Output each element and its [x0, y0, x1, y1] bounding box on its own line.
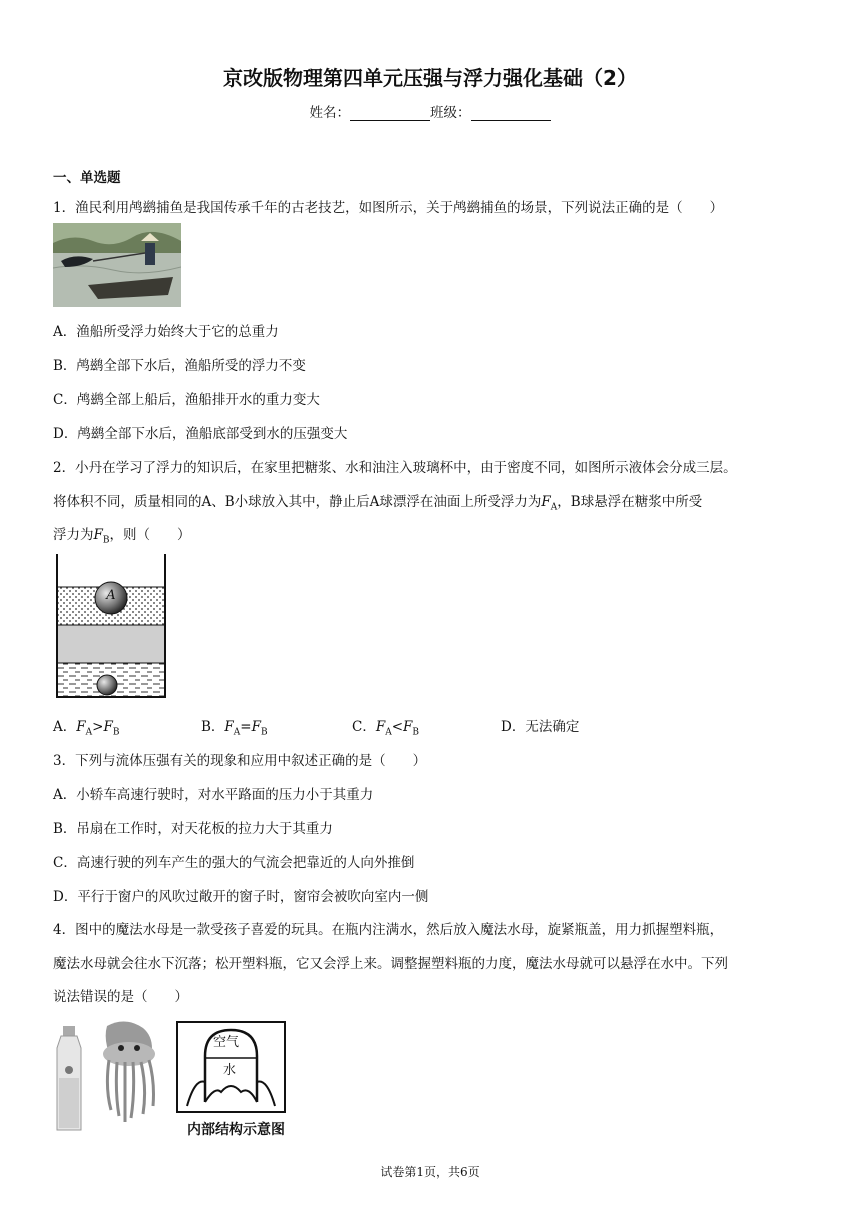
fig-caption: 内部结构示意图: [187, 1122, 285, 1138]
name-blank: [350, 106, 430, 121]
class-blank: [471, 106, 551, 121]
q4-line1: 4．图中的魔法水母是一款受孩子喜爱的玩具。在瓶内注满水，然后放入魔法水母，旋紧瓶盖，用力抓握塑料瓶，: [53, 922, 724, 938]
q2-line3: 浮力为$F_B$，则（ ）: [53, 527, 191, 546]
q1-option-c: C．鸬鹚全部上船后，渔船排开水的重力变大: [53, 392, 320, 408]
fig-air-label: 空气: [213, 1035, 240, 1050]
page-footer: 试卷第1页，共6页: [380, 1165, 480, 1179]
q3-stem: 3．下列与流体压强有关的现象和应用中叙述正确的是（ ）: [53, 753, 427, 769]
q3-option-b: B．吊扇在工作时，对天花板的拉力大于其重力: [53, 821, 333, 837]
name-label: 姓名：: [309, 105, 350, 121]
q2-option-d: D．无法确定: [501, 719, 580, 735]
cormorant-fishing-photo: [53, 223, 181, 307]
ball-a-label: A: [106, 588, 116, 603]
q2-option-b: B．$F_A=F_B$: [201, 719, 268, 738]
q2-line2: 将体积不同，质量相同的A、B小球放入其中，静止后A球漂浮在油面上所受浮力为$F_A$，B球悬浮在糖浆中所受: [53, 494, 703, 513]
name-class-row: [0, 101, 860, 121]
q1-stem: 1．渔民利用鸬鹚捕鱼是我国传承千年的古老技艺，如图所示，关于鸬鹚捕鱼的场景，下列说法正确的是（ ）: [53, 200, 724, 216]
section-title: 一、单选题: [53, 170, 121, 186]
q3-option-d: D．平行于窗户的风吹过敞开的窗子时，窗帘会被吹向室内一侧: [53, 889, 429, 905]
q2-line1: 2．小丹在学习了浮力的知识后，在家里把糖浆、水和油注入玻璃杯中，由于密度不同，如图所示液体会分成三层。: [53, 460, 737, 476]
q3-option-a: A．小轿车高速行驶时，对水平路面的压力小于其重力: [53, 787, 374, 803]
q2-option-c: C．$F_A<F_B$: [352, 719, 420, 738]
class-label: 班级：: [430, 105, 471, 121]
q4-line3: 说法错误的是（ ）: [53, 989, 188, 1005]
magic-jellyfish-figure: [55, 1018, 300, 1140]
q1-option-d: D．鸬鹚全部下水后，渔船底部受到水的压强变大: [53, 426, 348, 442]
page-title: 京改版物理第四单元压强与浮力强化基础（2）: [223, 66, 637, 90]
q2-option-a: A．$F_A>F_B$: [53, 719, 120, 738]
q1-option-a: A．渔船所受浮力始终大于它的总重力: [53, 324, 279, 340]
fig-water-label: 水: [223, 1063, 237, 1078]
q3-option-c: C．高速行驶的列车产生的强大的气流会把靠近的人向外推倒: [53, 855, 415, 871]
q4-line2: 魔法水母就会往水下沉落；松开塑料瓶，它又会浮上来。调整握塑料瓶的力度，魔法水母就可以悬浮在水中。下列: [53, 956, 728, 972]
q1-option-b: B．鸬鹚全部下水后，渔船所受的浮力不变: [53, 358, 306, 374]
three-layer-liquid-diagram: [56, 553, 166, 699]
